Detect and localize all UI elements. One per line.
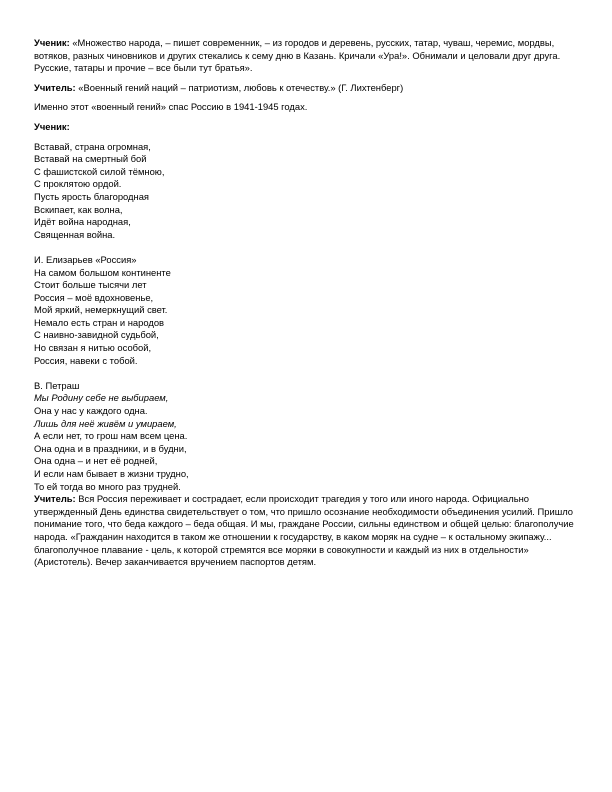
- poem-line: Она одна и в праздники, и в будни,: [34, 442, 187, 454]
- paragraph-text: «Военный гений наций – патриотизм, любовь к отечеству.» (Г. Лихтенберг): [75, 81, 404, 93]
- poem-author: В. Петраш: [34, 379, 80, 391]
- poem-line: С наивно-завидной судьбой,: [34, 329, 159, 341]
- poem-line-italic: Лишь для неё живём и умираем,: [34, 417, 177, 429]
- speaker-label: Ученик:: [34, 37, 70, 48]
- poem-author: И. Елизарьев «Россия»: [34, 253, 137, 265]
- poem-line: Вскипает, как волна,: [34, 203, 123, 215]
- poem-line: Немало есть стран и народов: [34, 316, 165, 328]
- poem-line: С фашистской силой тёмною,: [34, 165, 165, 177]
- poem-line-italic: Мы Родину себе не выбираем,: [34, 392, 169, 404]
- poem-line: Вставай, страна огромная,: [34, 140, 151, 152]
- poem-line: Она у нас у каждого одна.: [34, 405, 148, 417]
- paragraph-military-genius: Именно этот «военный гений» спас Россию в 1941-1945 годах.: [34, 101, 308, 113]
- poem-line: Пусть ярость благородная: [34, 190, 149, 202]
- poem-line: Мой яркий, немеркнущий свет.: [34, 304, 168, 316]
- speaker-label: Учитель:: [34, 493, 76, 505]
- poem-line: Стоит больше тысячи лет: [34, 279, 147, 291]
- poem-line: Россия, навеки с тобой.: [34, 354, 138, 366]
- poem-2: [34, 254, 580, 367]
- paragraph-text: «Множество народа, – пишет современник, – из городов и деревень, русских, татар, чуваш, черемис, мордвы, вотяков, разных чиновников и других стекались к сему дню в Казань. Кричали «Ура!». Обнимали и целовали друг друга. Русские, татары и прочие – все были тут братья».: [34, 37, 561, 74]
- paragraph-teacher-conclusion: [34, 493, 580, 569]
- poem-line: А если нет, то грош нам всем цена.: [34, 430, 188, 442]
- poem-line: То ей тогда во много раз трудней.: [34, 480, 181, 492]
- poem-line: Священная война.: [34, 228, 116, 240]
- poem-line: На самом большом континенте: [34, 266, 171, 278]
- poem-line: Вставай на смертный бой: [34, 153, 147, 165]
- poem-line: Она одна – и нет её родней,: [34, 455, 158, 467]
- poem-line: Россия – моё вдохновенье,: [34, 291, 154, 303]
- paragraph-teacher-quote: [34, 82, 580, 95]
- poem-line: С проклятою ордой.: [34, 178, 122, 190]
- poem-1: [34, 141, 580, 242]
- paragraph-student-label: [34, 121, 580, 134]
- poem-line: Идёт война народная,: [34, 216, 131, 228]
- paragraph-student-quote: [34, 37, 580, 75]
- poem-3: [34, 380, 580, 493]
- document-page: [34, 37, 580, 569]
- poem-line: И если нам бывает в жизни трудно,: [34, 468, 189, 479]
- paragraph-text: Вся Россия переживает и сострадает, если происходит трагедия у того или иного народа. Официально утвержденный День единства свидетельствует о том, что пришло осознание необходимости объединения усилий. Пришло понимание того, что беда каждого – беда общая. И мы, граждане России, сильны единством и общей целью: благополучие народа. «Гражданин находится в таком же отношении к государству, в каком моряк на судне – к остальному экипажу... благополучное плавание - цель, к которой стремятся все моряки в совокупности и каждый из них в отдельности» (Аристотель). Вечер заканчивается вручением паспортов детям.: [34, 493, 574, 568]
- speaker-label: Учитель:: [34, 81, 76, 93]
- poem-line: Но связан я нитью особой,: [34, 342, 152, 354]
- speaker-label: Ученик:: [34, 120, 70, 132]
